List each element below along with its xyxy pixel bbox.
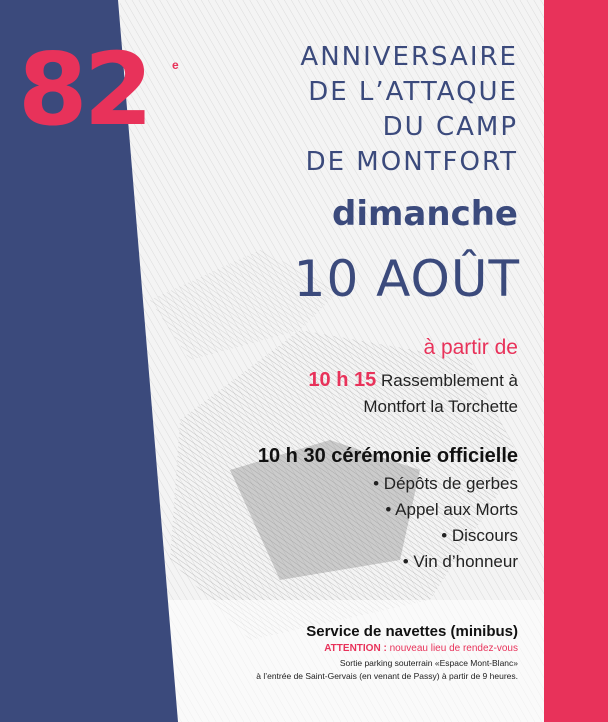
attention-text: nouveau lieu de rendez-vous xyxy=(386,643,518,654)
anniversary-suffix: e xyxy=(172,58,179,72)
event-day: dimanche xyxy=(332,194,518,234)
ceremony-item: • Appel aux Morts xyxy=(385,500,518,519)
ceremony-heading: 10 h 30 cérémonie officielle xyxy=(257,445,518,467)
title-line-4: DE MONTFORT xyxy=(305,147,518,177)
shuttle-title: Service de navettes (minibus) xyxy=(306,623,518,640)
gathering-place: Montfort la Torchette xyxy=(363,397,518,416)
ceremony-item: • Vin d’honneur xyxy=(402,552,518,571)
attention-line xyxy=(324,643,518,654)
shuttle-details: à l’entrée de Saint-Gervais (en venant de Passy) à partir de 9 heures. xyxy=(256,671,518,681)
gathering-time: 10 h 15 xyxy=(308,369,377,391)
title-line-2: DE L’ATTAQUE xyxy=(308,77,518,107)
ceremony-item: • Discours xyxy=(441,526,518,545)
ceremony-item: • Dépôts de gerbes xyxy=(373,474,518,493)
gathering-line xyxy=(308,369,518,392)
title-line-3: DU CAMP xyxy=(382,112,518,142)
shuttle-location: Sortie parking souterrain «Espace Mont-Blanc» xyxy=(339,658,518,668)
title-line-1: ANNIVERSAIRE xyxy=(300,42,518,72)
from-label: à partir de xyxy=(423,336,518,359)
red-stripe xyxy=(544,0,608,722)
attention-label: ATTENTION : xyxy=(324,643,387,654)
event-date: 10 AOÛT xyxy=(293,250,520,308)
gathering-text: Rassemblement à xyxy=(380,371,518,390)
anniversary-number: 82 xyxy=(18,31,150,148)
